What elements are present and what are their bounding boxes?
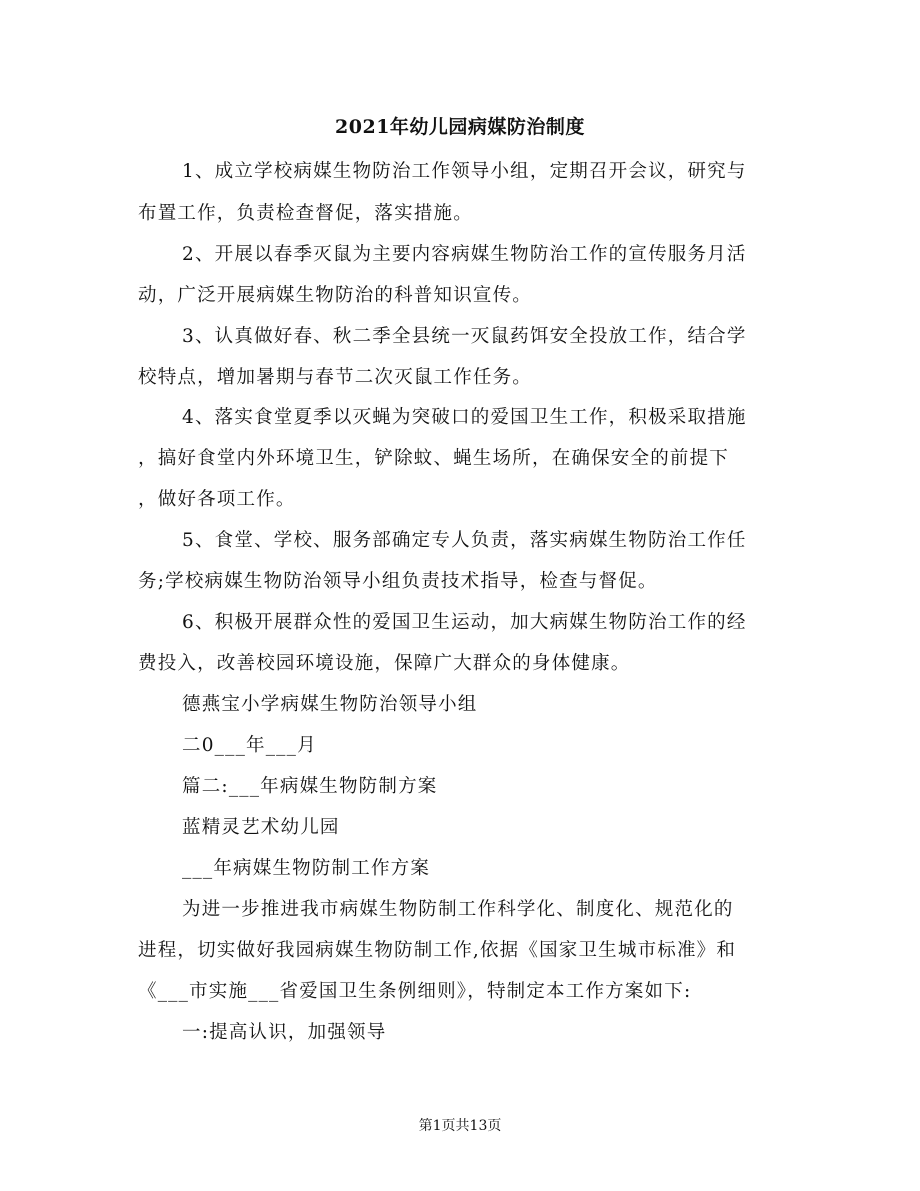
paragraph-line: 务;学校病媒生物防治领导小组负责技术指导，检查与督促。 — [138, 571, 658, 592]
paragraph-line: 6、积极开展群众性的爱国卫生运动，加大病媒生物防治工作的经 — [182, 612, 747, 633]
paragraph-line: 5、食堂、学校、服务部确定专人负责，落实病媒生物防治工作任 — [182, 530, 747, 551]
subsection-heading: 一:提高认识，加强领导 — [182, 1022, 387, 1043]
paragraph-line: 2、开展以春季灭鼠为主要内容病媒生物防治工作的宣传服务月活 — [182, 244, 747, 265]
organization-name: 蓝精灵艺术幼儿园 — [182, 817, 340, 838]
paragraph-line: 为进一步推进我市病媒生物防制工作科学化、制度化、规范化的 — [182, 899, 734, 920]
paragraph-line: 动，广泛开展病媒生物防治的科普知识宣传。 — [138, 285, 533, 306]
document-title: 2021年幼儿园病媒防治制度 — [335, 116, 585, 138]
paragraph-line: 4、落实食堂夏季以灭蝇为突破口的爱国卫生工作，积极采取措施 — [182, 407, 747, 428]
paragraph-line: 3、认真做好春、秋二季全县统一灭鼠药饵安全投放工作，结合学 — [182, 326, 747, 347]
paragraph-line: 1、成立学校病媒生物防治工作领导小组，定期召开会议，研究与 — [182, 161, 747, 182]
paragraph-line: 《___市实施___省爱国卫生条例细则》，特制定本工作方案如下: — [138, 981, 692, 1002]
paragraph-line: 费投入，改善校园环境设施，保障广大群众的身体健康。 — [138, 653, 631, 674]
paragraph-line: ，做好各项工作。 — [138, 489, 296, 510]
signature-line: 德燕宝小学病媒生物防治领导小组 — [182, 694, 478, 715]
paragraph-line: 布置工作，负责检查督促，落实措施。 — [138, 203, 473, 224]
page-number: 第1页共13页 — [418, 1118, 502, 1134]
date-line: 二0___年___月 — [182, 735, 317, 756]
section-heading: 篇二:___年病媒生物防制方案 — [182, 776, 438, 797]
paragraph-line: 校特点，增加暑期与春节二次灭鼠工作任务。 — [138, 367, 533, 388]
paragraph-line: 进程，切实做好我园病媒生物防制工作,依据《国家卫生城市标准》和 — [138, 940, 737, 961]
paragraph-line: ，搞好食堂内外环境卫生，铲除蚊、蝇生场所，在确保安全的前提下 — [138, 448, 730, 469]
plan-title: ___年病媒生物防制工作方案 — [182, 858, 431, 879]
